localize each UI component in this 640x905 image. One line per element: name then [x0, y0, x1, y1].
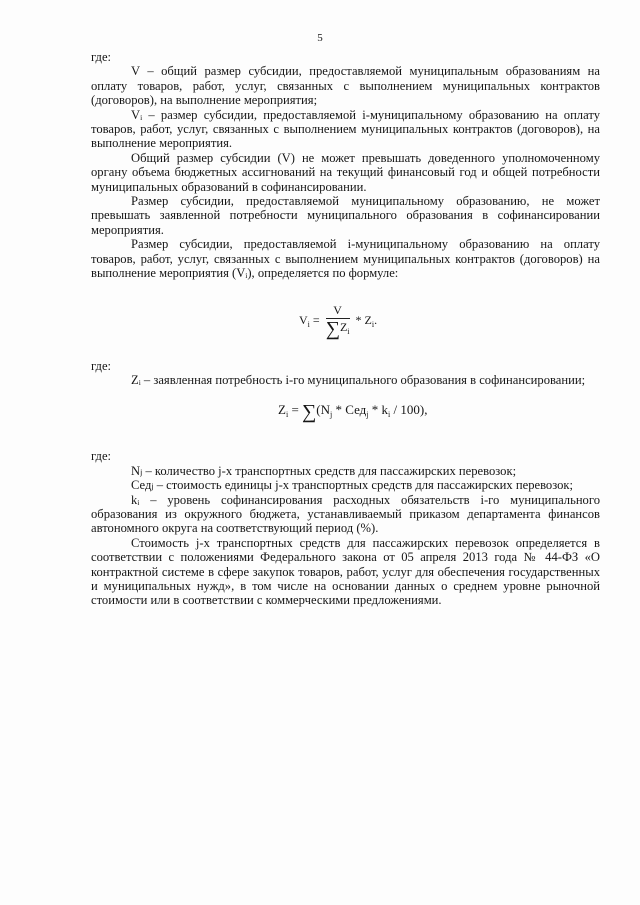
- formula-vi-eq: =: [312, 312, 320, 327]
- formula-zi-n-sub: j: [330, 410, 333, 420]
- formula-vi-numerator: V: [326, 303, 350, 319]
- paragraph-formula-intro: Размер субсидии, предоставляемой i-муниципальному образованию на оплату товаров, работ, услуг, связанных с выполнением муниципальных контрактов (договоров) на выполнение мероприятия (Vᵢ), определяется по формуле:: [91, 237, 600, 281]
- formula-vi-den-z: Z: [339, 319, 348, 334]
- formula-zi-sed: * Сед: [335, 402, 367, 418]
- where-label-3: где:: [91, 449, 112, 464]
- formula-zi-eq: =: [291, 402, 299, 418]
- where-label: где:: [91, 50, 112, 64]
- formula-zi-k-sub: i: [388, 410, 391, 420]
- formula-vi-denominator: [326, 319, 350, 339]
- formula-zi-lhs: Z: [278, 402, 286, 418]
- page-number: 5: [317, 32, 323, 44]
- document-body: [91, 50, 600, 608]
- paragraph-nj-definition: Nⱼ – количество j-х транспортных средств для пассажирских перевозок;: [131, 463, 517, 478]
- formula-vi-den-sub: i: [347, 326, 350, 336]
- formula-vi-lhs-sub: i: [307, 319, 310, 329]
- formula-zi-k: * k: [371, 402, 389, 418]
- formula-vi-fraction: [326, 303, 350, 340]
- formula-vi: [91, 281, 600, 359]
- paragraph-cost-basis: Стоимость j-х транспортных средств для пассажирских перевозок определяется в соответствии с положениями Федерального закона от 05 апреля 2013 года № 44-ФЗ «О контрактной системе в сфере закупок товаров, работ, услуг для обеспечения государственных и муниципальных нужд», в том числе на основании данных о среднем уровне рыночной стоимости или в соответствии с коммерческими предложениями.: [91, 535, 600, 608]
- formula-zi-open: (N: [316, 402, 331, 418]
- paragraph-v-definition: V – общий размер субсидии, предоставляемой муниципальным образованиям на оплату товаров, работ, услуг, связанных с выполнением муниципальных контрактов (договоров), на выполнение мероприятия;: [91, 64, 600, 108]
- paragraph-total-limit: Общий размер субсидии (V) не может превышать доведенного уполномоченному органу объема бюджетных ассигнований на текущий финансовый год и общей потребности муниципальных образований в софинансировании.: [91, 150, 600, 194]
- formula-vi-mult: * Z: [355, 312, 372, 327]
- sum-symbol-2: ∑: [302, 401, 317, 424]
- paragraph-ki-definition: kᵢ – уровень софинансирования расходных обязательств i-го муниципального образования из окружного бюджета, устанавливаемый приказом департамента финансов автономного округа на соответствующий период (%).: [91, 492, 600, 536]
- where-label-2: где:: [91, 358, 112, 373]
- formula-vi-mult-sub: i: [371, 319, 375, 329]
- formula-zi-sed-sub: j: [366, 410, 369, 420]
- paragraph-vi-definition: Vᵢ – размер субсидии, предоставляемой i-муниципальному образованию на оплату товаров, работ, услуг, связанных с выполнением муниципальных контрактов (договоров), на выполнение мероприятия.: [91, 107, 600, 151]
- paragraph-zi-definition: Zᵢ – заявленная потребность i-го муниципального образования в софинансировании;: [131, 372, 586, 387]
- sum-symbol: ∑: [325, 317, 340, 340]
- paragraph-subsidy-limit: Размер субсидии, предоставляемой муниципальному образованию, не может превышать заявленной потребности муниципального образования в софинансировании мероприятия.: [91, 194, 600, 237]
- formula-zi-lhs-sub: i: [285, 410, 289, 420]
- formula-vi-lhs: V: [299, 312, 308, 327]
- formula-zi-tail: / 100),: [393, 402, 428, 418]
- formula-vi-end: .: [374, 312, 378, 327]
- paragraph-sedj-definition: Седⱼ – стоимость единицы j-х транспортных средств для пассажирских перевозок;: [131, 478, 574, 493]
- formula-zi: [91, 387, 600, 449]
